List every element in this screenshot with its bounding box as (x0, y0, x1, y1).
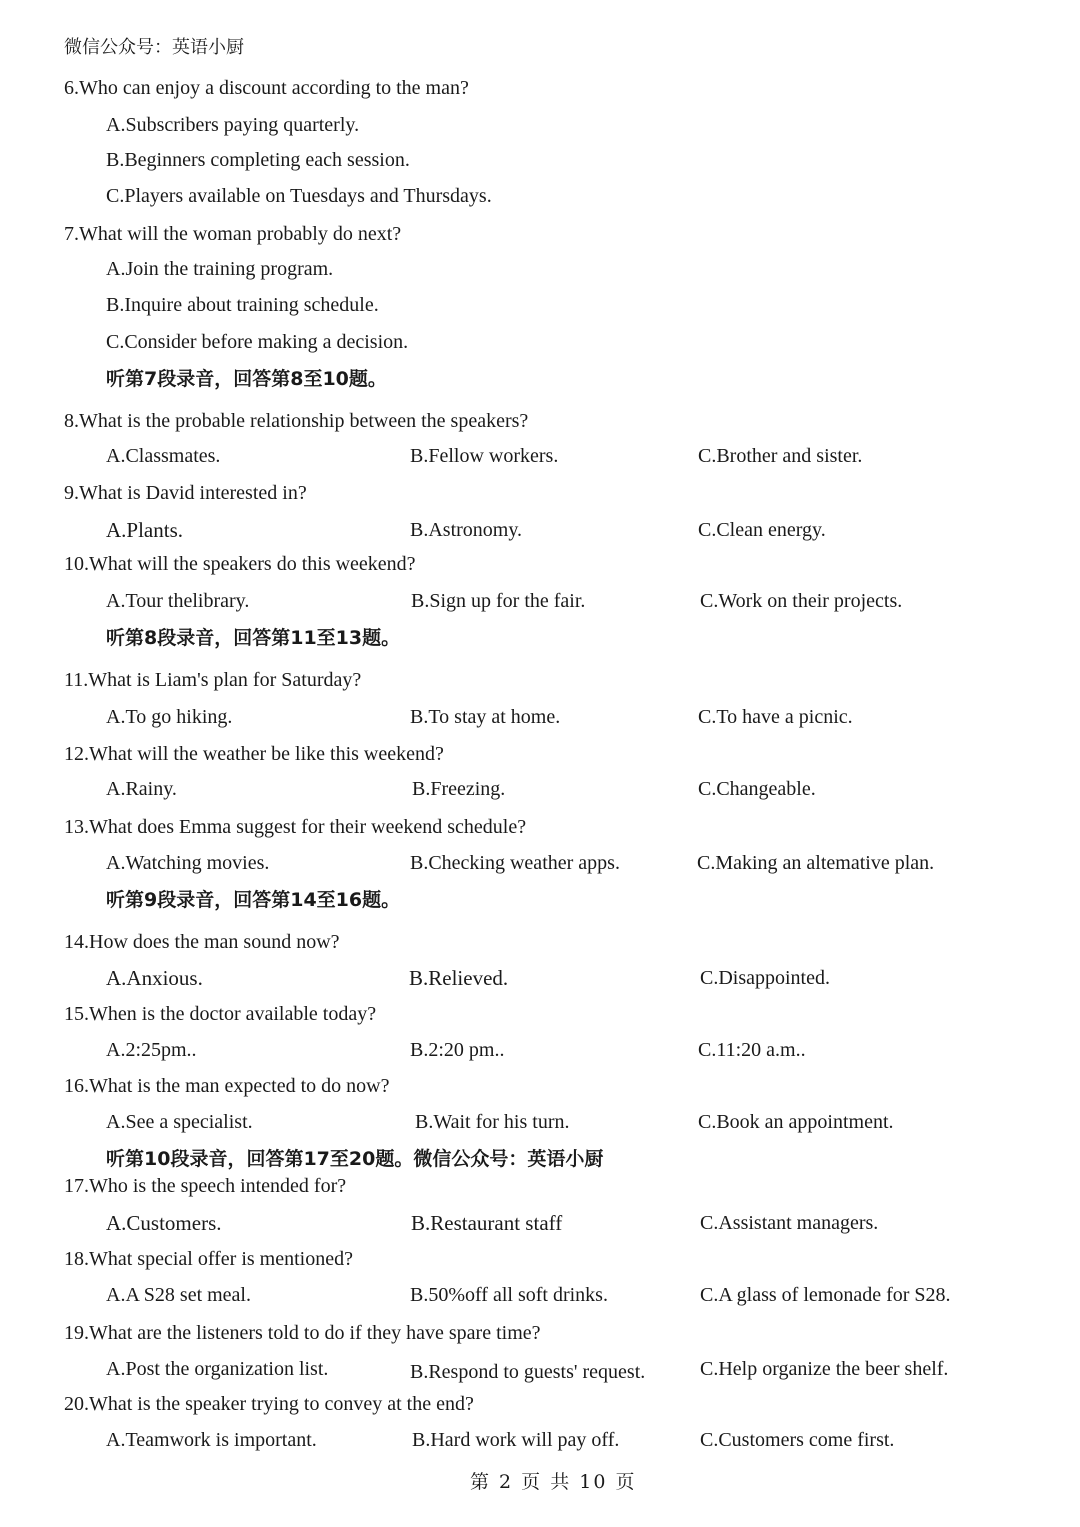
section-header-7: 听第7段录音，回答第8至10题。 (106, 368, 387, 390)
question-10-stem: 10.What will the speakers do this weekend? (64, 553, 416, 575)
question-14-option-b: B.Relieved. (409, 966, 509, 990)
question-19-stem: 19.What are the listeners told to do if they have spare time? (64, 1322, 541, 1344)
question-20-option-a: A.Teamwork is important. (106, 1429, 317, 1451)
question-14-option-c: C.Disappointed. (700, 967, 830, 989)
question-13-option-c: C.Making an altemative plan. (697, 852, 935, 874)
question-7-stem: 7.What will the woman probably do next? (64, 223, 402, 245)
question-18-option-b: B.50%off all soft drinks. (410, 1284, 608, 1306)
question-20-option-b: B.Hard work will pay off. (412, 1429, 620, 1451)
question-6-stem: 6.Who can enjoy a discount according to the man? (64, 77, 469, 99)
question-12-option-c: C.Changeable. (698, 778, 816, 800)
question-10-option-a: A.Tour thelibrary. (106, 590, 250, 612)
question-8-option-c: C.Brother and sister. (698, 445, 863, 467)
question-17-option-c: C.Assistant managers. (700, 1212, 879, 1234)
question-11-option-b: B.To stay at home. (410, 706, 561, 728)
question-6-option-c: C.Players available on Tuesdays and Thursdays. (106, 185, 492, 207)
page-number-footer: 第 2 页 共 10 页 (470, 1471, 637, 1493)
question-19-option-b: B.Respond to guests' request. (410, 1361, 646, 1383)
question-11-option-c: C.To have a picnic. (698, 706, 853, 728)
question-19-option-c: C.Help organize the beer shelf. (700, 1358, 949, 1380)
question-17-option-a: A.Customers. (106, 1211, 222, 1235)
question-9-stem: 9.What is David interested in? (64, 482, 307, 504)
question-19-option-a: A.Post the organization list. (106, 1358, 329, 1380)
question-8-stem: 8.What is the probable relationship between the speakers? (64, 410, 529, 432)
question-7-option-a: A.Join the training program. (106, 258, 334, 280)
section-header-10: 听第10段录音，回答第17至20题。微信公众号：英语小厨 (106, 1148, 604, 1170)
section-header-8: 听第8段录音，回答第11至13题。 (106, 627, 401, 649)
question-7-option-c: C.Consider before making a decision. (106, 331, 409, 353)
question-17-stem: 17.Who is the speech intended for? (64, 1175, 347, 1197)
question-16-option-c: C.Book an appointment. (698, 1111, 894, 1133)
question-15-option-b: B.2:20 pm.. (410, 1039, 505, 1061)
question-16-stem: 16.What is the man expected to do now? (64, 1075, 390, 1097)
question-20-option-c: C.Customers come first. (700, 1429, 895, 1451)
question-12-option-a: A.Rainy. (106, 778, 177, 800)
watermark-header: 微信公众号：英语小厨 (64, 37, 244, 58)
question-10-option-c: C.Work on their projects. (700, 590, 903, 612)
question-15-option-c: C.11:20 a.m.. (698, 1039, 806, 1061)
section-header-9: 听第9段录音，回答第14至16题。 (106, 889, 401, 911)
question-20-stem: 20.What is the speaker trying to convey at the end? (64, 1393, 474, 1415)
question-7-option-b: B.Inquire about training schedule. (106, 294, 379, 316)
question-18-option-c: C.A glass of lemonade for S28. (700, 1284, 951, 1306)
question-12-option-b: B.Freezing. (412, 778, 506, 800)
question-14-stem: 14.How does the man sound now? (64, 931, 340, 953)
question-13-option-a: A.Watching movies. (106, 852, 270, 874)
question-11-option-a: A.To go hiking. (106, 706, 233, 728)
question-16-option-a: A.See a specialist. (106, 1111, 253, 1133)
question-6-option-b: B.Beginners completing each session. (106, 149, 410, 171)
question-6-option-a: A.Subscribers paying quarterly. (106, 114, 360, 136)
question-13-option-b: B.Checking weather apps. (410, 852, 620, 874)
question-9-option-b: B.Astronomy. (410, 519, 523, 541)
question-18-stem: 18.What special offer is mentioned? (64, 1248, 353, 1270)
question-8-option-b: B.Fellow workers. (410, 445, 559, 467)
question-18-option-a: A.A S28 set meal. (106, 1284, 251, 1306)
question-16-option-b: B.Wait for his turn. (415, 1111, 570, 1133)
question-17-option-b: B.Restaurant staff (411, 1211, 563, 1235)
question-8-option-a: A.Classmates. (106, 445, 221, 467)
question-13-stem: 13.What does Emma suggest for their weekend schedule? (64, 816, 527, 838)
question-14-option-a: A.Anxious. (106, 966, 203, 990)
question-9-option-c: C.Clean energy. (698, 519, 826, 541)
question-15-stem: 15.When is the doctor available today? (64, 1003, 377, 1025)
question-12-stem: 12.What will the weather be like this weekend? (64, 743, 444, 765)
question-15-option-a: A.2:25pm.. (106, 1039, 197, 1061)
question-9-option-a: A.Plants. (106, 518, 184, 542)
question-10-option-b: B.Sign up for the fair. (411, 590, 586, 612)
question-11-stem: 11.What is Liam's plan for Saturday? (64, 669, 362, 691)
